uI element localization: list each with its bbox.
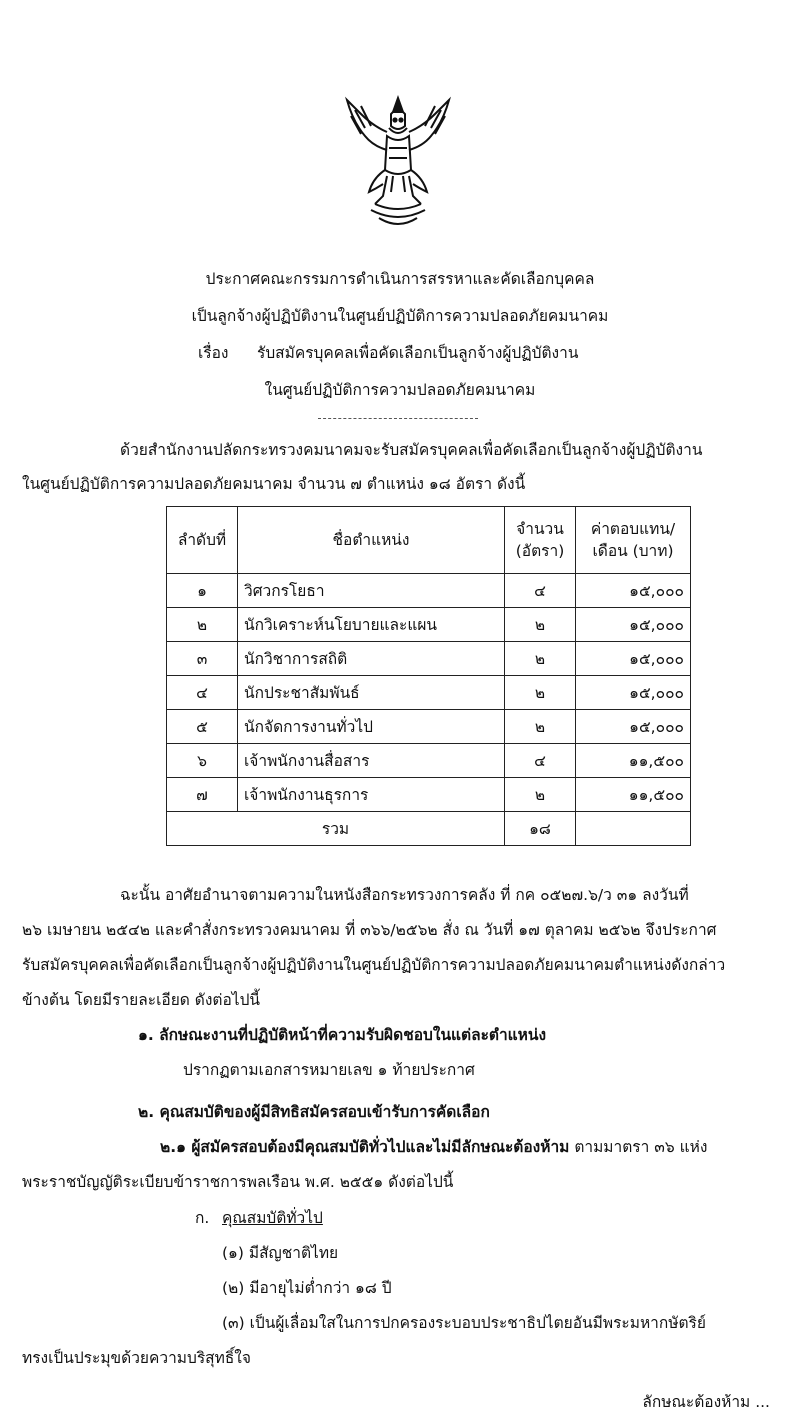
row-name: นักจัดการงานทั่วไป <box>238 710 505 744</box>
row-count: ๔ <box>505 744 576 778</box>
row-count: ๒ <box>505 676 576 710</box>
para-line-4: ข้างต้น โดยมีรายละเอียด ดังต่อไปนี้ <box>22 991 261 1009</box>
header-line-2: เป็นลูกจ้างผู้ปฏิบัติงานในศูนย์ปฏิบัติการความปลอดภัยคมนาคม <box>191 307 609 325</box>
intro-line-1: ด้วยสำนักงานปลัดกระทรวงคมนาคมจะรับสมัครบุคคลเพื่อคัดเลือกเป็นลูกจ้างผู้ปฏิบัติงาน <box>120 441 703 459</box>
row-count: ๔ <box>505 574 576 608</box>
table-row <box>167 710 691 744</box>
row-pay: ๑๕,๐๐๐ <box>576 710 691 744</box>
table-row <box>167 574 691 608</box>
row-pay: ๑๑,๕๐๐ <box>576 778 691 812</box>
row-name: นักวิเคราะห์นโยบายและแผน <box>238 608 505 642</box>
header-pay-line-1: ค่าตอบแทน/ <box>590 519 676 538</box>
row-no: ๕ <box>167 710 238 744</box>
header-name: ชื่อตำแหน่ง <box>238 507 505 574</box>
table-row <box>167 778 691 812</box>
section-2-1-rest: ตามมาตรา ๓๖ แห่ง <box>569 1138 708 1156</box>
row-no: ๓ <box>167 642 238 676</box>
separator-line <box>318 418 478 419</box>
intro-line-2: ในศูนย์ปฏิบัติการความปลอดภัยคมนาคม จำนวน ๗ ตำแหน่ง ๑๘ อัตรา ดังนี้ <box>22 475 526 493</box>
table-header-row <box>167 507 691 574</box>
row-no: ๔ <box>167 676 238 710</box>
total-count: ๑๘ <box>505 812 576 846</box>
row-count: ๒ <box>505 642 576 676</box>
section-1-heading: ๑. ลักษณะงานที่ปฏิบัติหน้าที่ความรับผิดชอบในแต่ละตำแหน่ง <box>138 1026 547 1044</box>
subject-line-1: รับสมัครบุคคลเพื่อคัดเลือกเป็นลูกจ้างผู้ปฏิบัติงาน <box>257 344 579 362</box>
row-count: ๒ <box>505 710 576 744</box>
total-pay-empty <box>576 812 691 846</box>
qualification-item: (๑) มีสัญชาติไทย <box>222 1244 339 1262</box>
subject-line-2: ในศูนย์ปฏิบัติการความปลอดภัยคมนาคม <box>264 381 536 399</box>
qualification-item: (๒) มีอายุไม่ต่ำกว่า ๑๘ ปี <box>222 1279 392 1297</box>
header-pay <box>576 507 691 574</box>
continued-footer: ลักษณะต้องห้าม ... <box>642 1393 770 1411</box>
row-pay: ๑๕,๐๐๐ <box>576 608 691 642</box>
row-name: เจ้าพนักงานธุรการ <box>238 778 505 812</box>
row-no: ๖ <box>167 744 238 778</box>
section-2-1-line-2: พระราชบัญญัติระเบียบข้าราชการพลเรือน พ.ศ. ๒๕๕๑ ดังต่อไปนี้ <box>22 1173 454 1191</box>
row-pay: ๑๑,๕๐๐ <box>576 744 691 778</box>
row-count: ๒ <box>505 608 576 642</box>
table-row <box>167 642 691 676</box>
row-no: ๒ <box>167 608 238 642</box>
table-total-row <box>167 812 691 846</box>
table-row <box>167 744 691 778</box>
para-line-3: รับสมัครบุคคลเพื่อคัดเลือกเป็นลูกจ้างผู้ปฏิบัติงานในศูนย์ปฏิบัติการความปลอดภัยคมนาคมตำแหน่งดังกล่าว <box>22 956 726 974</box>
row-name: เจ้าพนักงานสื่อสาร <box>238 744 505 778</box>
general-title: คุณสมบัติทั่วไป <box>222 1209 323 1227</box>
row-pay: ๑๕,๐๐๐ <box>576 574 691 608</box>
section-2-heading: ๒. คุณสมบัติของผู้มีสิทธิสมัครสอบเข้ารับการคัดเลือก <box>138 1103 490 1121</box>
header-count-line-2: (อัตรา) <box>515 542 565 560</box>
row-pay: ๑๕,๐๐๐ <box>576 642 691 676</box>
row-no: ๗ <box>167 778 238 812</box>
qualification-item: (๓) เป็นผู้เลื่อมใสในการปกครองระบอบประชาธิปไตยอันมีพระมหากษัตริย์ <box>222 1314 706 1332</box>
para-line-1: ฉะนั้น อาศัยอำนาจตามความในหนังสือกระทรวงการคลัง ที่ กค ๐๕๒๗.๖/ว ๓๑ ลงวันที่ <box>120 886 689 904</box>
qualification-item-3-cont: ทรงเป็นประมุขด้วยความบริสุทธิ์ใจ <box>22 1349 251 1367</box>
header-line-1: ประกาศคณะกรรมการดำเนินการสรรหาและคัดเลือกบุคคล <box>205 270 595 288</box>
section-2-1-bold: ๒.๑ ผู้สมัครสอบต้องมีคุณสมบัติทั่วไปและไม่มีลักษณะต้องห้าม <box>160 1138 570 1156</box>
garuda-emblem <box>343 92 453 232</box>
row-no: ๑ <box>167 574 238 608</box>
section-2-1-line-1 <box>160 1138 707 1157</box>
para-line-2: ๒๖ เมษายน ๒๕๔๒ และคำสั่งกระทรวงคมนาคม ที่ ๓๖๖/๒๕๖๒ สั่ง ณ วันที่ ๑๗ ตุลาคม ๒๕๖๒ จึงประกาศ <box>22 921 717 939</box>
row-count: ๒ <box>505 778 576 812</box>
row-name: นักวิชาการสถิติ <box>238 642 505 676</box>
general-prefix: ก. <box>195 1209 210 1227</box>
table-row <box>167 676 691 710</box>
row-name: วิศวกรโยธา <box>238 574 505 608</box>
header-count <box>505 507 576 574</box>
section-1-body: ปรากฏตามเอกสารหมายเลข ๑ ท้ายประกาศ <box>183 1061 475 1079</box>
header-count-line-1: จำนวน <box>516 519 564 538</box>
table-row <box>167 608 691 642</box>
total-label: รวม <box>167 812 505 846</box>
positions-table <box>166 506 691 846</box>
header-pay-line-2: เดือน (บาท) <box>592 542 674 560</box>
header-no: ลำดับที่ <box>167 507 238 574</box>
subject-label: เรื่อง <box>198 344 229 362</box>
row-pay: ๑๕,๐๐๐ <box>576 676 691 710</box>
row-name: นักประชาสัมพันธ์ <box>238 676 505 710</box>
